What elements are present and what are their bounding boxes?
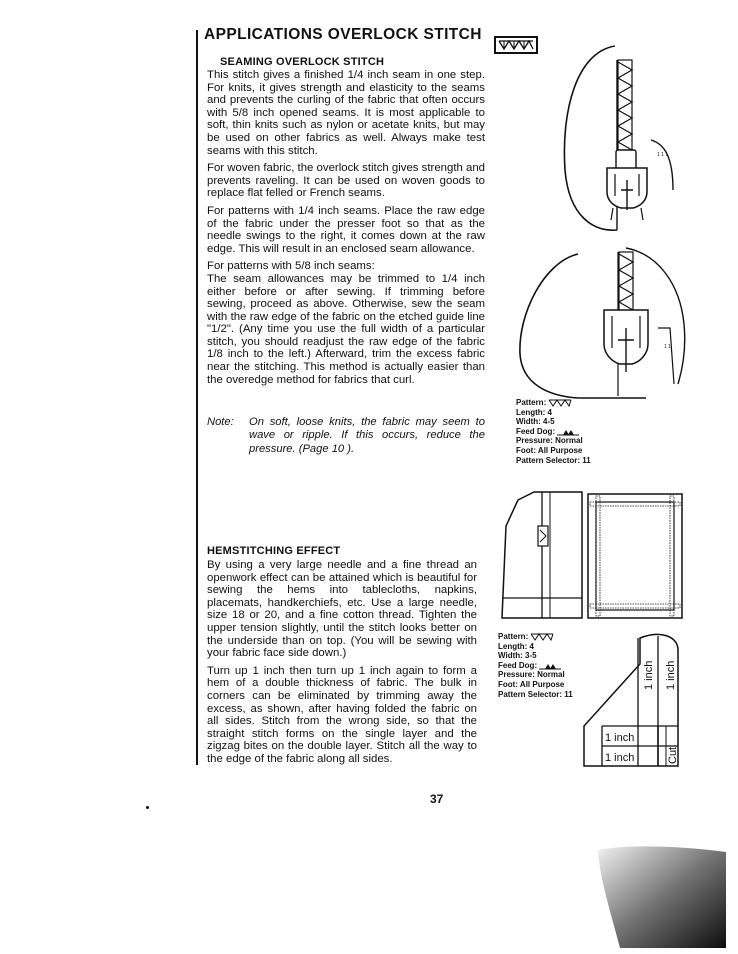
width-setting: Width: 4-5 (516, 417, 555, 427)
seaming-heading: SEAMING OVERLOCK STITCH (220, 56, 385, 68)
hemstitching-paragraph-1: By using a very large needle and a fine thread an openwork effect can be attained which is beautiful for sewing the hems into tablecloths, napkins, placemats, handkerchiefs, etc. Use a large needle, size 18 or 20, and a fine cotton thread. Tighten the upper tension slightly, until the stitch looks better on the underside than on top. (You will be sewing with your fabric face side down.) (207, 559, 477, 660)
length-setting: Length: 4 (516, 407, 552, 417)
pattern-label: Pattern: (498, 632, 529, 641)
seaming-paragraph-1: This stitch gives a finished 1/4 inch seam in one step. For knits, it gives strength and elasticity to the seams and prevents the curling of the fabric that often occurs with 5/8 inch opened seams. It is most applicable to soft, thin knits such as nylon or acetate knits, but may be used on other fabrics as well. Always make test seams with this stitch. (207, 69, 485, 157)
scan-shadow-artifact (590, 840, 730, 950)
width-setting: Width: 3-5 (498, 651, 537, 661)
hemstitching-settings (498, 632, 573, 699)
pressure-setting: Pressure: Normal (498, 670, 565, 680)
overlock-stitch-icon (548, 399, 572, 407)
overlock-settings (516, 398, 591, 465)
seaming-note (207, 416, 485, 456)
seaming-paragraph-2: For woven fabric, the overlock stitch gives strength and prevents raveling. It can be used on woven goods to replace flat felled or French seams. (207, 162, 485, 200)
hemstitching-paragraph-2: Turn up 1 inch then turn up 1 inch again to form a hem of a double thickness of fabric. The bulk in corners can be eliminated by trimming away the excess, as shown, after having folded the fabric on all sides. Stitch from the wrong side, so that the straight stitch forms on the single layer and the zigzag bites on the double layer. Stitch all the way to the edge of the fabric along all sides. (207, 664, 477, 765)
seaming-paragraph-3: For patterns with 1/4 inch seams. Place the raw edge of the fabric under the presser foot so that as the needle swings to the right, it comes down at the raw edge. This will result in an enclosed seam allowance. (207, 204, 485, 255)
page-title: APPLICATIONS OVERLOCK STITCH (204, 26, 482, 43)
svg-text:1 1: 1 1 (664, 344, 671, 350)
pattern-selector-setting: Pattern Selector: 11 (498, 689, 573, 699)
hemstitching-body (207, 559, 477, 771)
seaming-paragraph-4-heading: For patterns with 5/8 inch seams: (207, 260, 375, 273)
foot-setting: Foot: All Purpose (498, 679, 565, 689)
presser-foot-illustration-bottom (508, 244, 698, 402)
feed-dog-up-icon (539, 662, 561, 670)
overlock-stitch-icon (530, 633, 554, 641)
margin-rule (196, 30, 198, 765)
length-setting: Length: 4 (498, 641, 534, 651)
measure-label-horizontal-2: 1 inch (605, 752, 635, 764)
hem-fold-illustration (498, 486, 584, 624)
feed-dog-label: Feed Dog: (498, 660, 538, 670)
seaming-paragraph-4: The seam allowances may be trimmed to 1/4 inch either before or after sewing. If trimming before sewing, proceed as above. Otherwise, sew the seam with the raw edge of the fabric on the etched guide line "1/2". (Any time you use the full width of a particular stitch, you should readjust the raw edge of the fabric 1/8 inch to the left.) Afterward, trim the excess fabric near the stitching. This method is actually easier than the overedge method for fabrics that curl. (207, 272, 485, 386)
svg-text:1 1 1: 1 1 1 (657, 152, 669, 158)
presser-foot-illustration-top (555, 40, 685, 235)
hem-corner-diagram (580, 630, 684, 770)
hemstitched-placemat-illustration (586, 492, 684, 622)
page-number: 37 (430, 792, 444, 806)
cut-label: Cut (667, 746, 679, 764)
measure-label-vertical-1: 1 inch (643, 660, 655, 690)
feed-dog-up-icon (557, 428, 579, 436)
measure-label-horizontal-1: 1 inch (605, 732, 635, 744)
foot-setting: Foot: All Purpose (516, 445, 583, 455)
overlock-stitch-symbol (494, 36, 538, 54)
note-text: On soft, loose knits, the fabric may seem to wave or ripple. If this occurs, reduce the pressure. (Page 10 ). (249, 416, 485, 455)
overlock-stitch-icon (496, 38, 536, 52)
seaming-body (207, 69, 485, 391)
feed-dog-label: Feed Dog: (516, 426, 556, 436)
hemstitching-heading: HEMSTITCHING EFFECT (207, 545, 341, 557)
scan-speck (146, 806, 149, 809)
pattern-label: Pattern: (516, 398, 547, 407)
note-label: Note: (207, 416, 234, 428)
measure-label-vertical-2: 1 inch (665, 660, 677, 690)
pressure-setting: Pressure: Normal (516, 436, 583, 446)
pattern-selector-setting: Pattern Selector: 11 (516, 455, 591, 465)
